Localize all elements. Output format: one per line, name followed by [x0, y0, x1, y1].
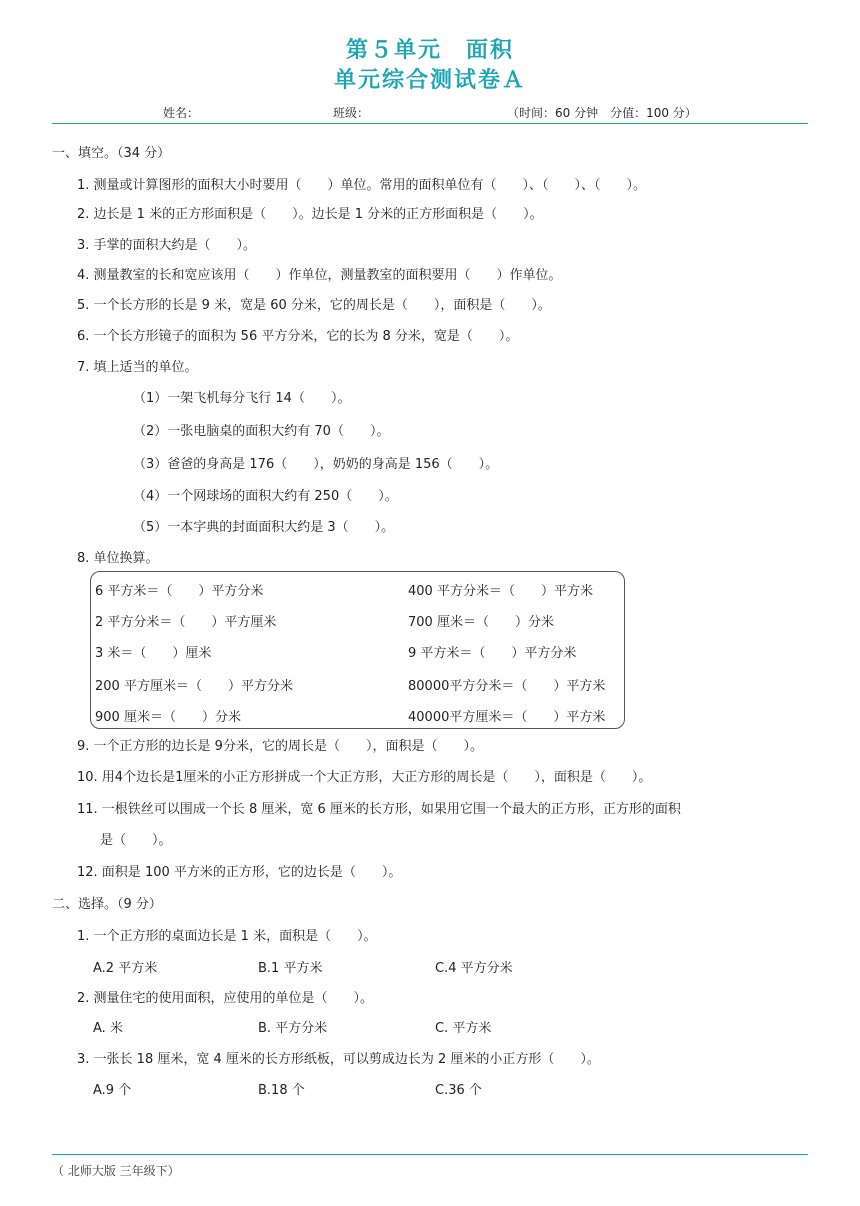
option-a: A. 米 — [93, 1021, 123, 1036]
test-title: 单元综合测试卷Ａ — [333, 68, 526, 93]
q7-item: （2）一张电脑桌的面积大约有 70（ ）。 — [133, 424, 390, 439]
question-4: 4. 测量教室的长和宽应该用（ ）作单位，测量教室的面积要用（ ）作单位。 — [77, 268, 562, 283]
option-c: C.4 平方分米 — [435, 961, 513, 976]
option-b: B. 平方分米 — [258, 1021, 328, 1036]
section1-heading: 一、填空。（34 分） — [52, 146, 171, 161]
conversion-item: 400 平方分米＝（ ）平方米 — [408, 584, 593, 599]
question-12: 12. 面积是 100 平方米的正方形，它的边长是（ ）。 — [77, 865, 402, 880]
question-9: 9. 一个正方形的边长是 9分米，它的周长是（ ），面积是（ ）。 — [77, 739, 483, 754]
section2-heading: 二、选择。（9 分） — [52, 897, 162, 912]
name-label: 姓名： — [163, 106, 200, 120]
conversion-item: 80000平方分米＝（ ）平方米 — [408, 679, 606, 694]
conversion-item: 40000平方厘米＝（ ）平方米 — [408, 710, 606, 725]
option-b: B.1 平方米 — [258, 961, 323, 976]
question-8: 8. 单位换算。 — [77, 551, 159, 566]
unit-title: 第５单元 面积 — [345, 38, 514, 63]
footer-edition: （ 北师大版 三年级下） — [52, 1164, 180, 1178]
footer-divider — [52, 1154, 808, 1155]
question-5: 5. 一个长方形的长是 9 米，宽是 60 分米，它的周长是（ ），面积是（ ）。 — [77, 298, 551, 313]
conversion-item: 9 平方米＝（ ）平方分米 — [408, 646, 577, 661]
conversion-box — [90, 571, 625, 729]
option-c: C. 平方米 — [435, 1021, 492, 1036]
question-2: 2. 边长是 1 米的正方形面积是（ ）。边长是 1 分米的正方形面积是（ ）。 — [77, 207, 543, 222]
question-7: 7. 填上适当的单位。 — [77, 360, 198, 375]
question-3: 3. 手掌的面积大约是（ ）。 — [77, 238, 257, 253]
conversion-item: 2 平方分米＝（ ）平方厘米 — [95, 615, 277, 630]
q7-item: （4）一个网球场的面积大约有 250（ ）。 — [133, 489, 398, 504]
q7-item: （5）一本字典的封面面积大约是 3（ ）。 — [133, 520, 395, 535]
conversion-item: 200 平方厘米＝（ ）平方分米 — [95, 679, 293, 694]
conversion-item: 6 平方米＝（ ）平方分米 — [95, 584, 264, 599]
option-b: B.18 个 — [258, 1083, 305, 1098]
question-1: 1. 测量或计算图形的面积大小时要用（ ）单位。常用的面积单位有（ ）、（ ）、（ ）。 — [77, 178, 647, 193]
choice-question-1: 1. 一个正方形的桌面边长是 1 米，面积是（ ）。 — [77, 929, 377, 944]
option-a: A.9 个 — [93, 1083, 132, 1098]
question-6: 6. 一个长方形镜子的面积为 56 平方分米，它的长为 8 分米，宽是（ ）。 — [77, 329, 519, 344]
conversion-item: 700 厘米＝（ ）分米 — [408, 615, 554, 630]
time-score-info: （时间：60 分钟 分值：100 分） — [507, 106, 697, 120]
header-divider — [52, 123, 808, 124]
conversion-item: 900 厘米＝（ ）分米 — [95, 710, 241, 725]
question-11-continued: 是（ ）。 — [100, 833, 172, 848]
question-10: 10. 用4个边长是1厘米的小正方形拼成一个大正方形，大正方形的周长是（ ），面积是（ ）。 — [77, 770, 652, 785]
option-c: C.36 个 — [435, 1083, 482, 1098]
class-label: 班级： — [333, 106, 370, 120]
choice-question-2: 2. 测量住宅的使用面积，应使用的单位是（ ）。 — [77, 991, 374, 1006]
conversion-item: 3 米＝（ ）厘米 — [95, 646, 212, 661]
option-a: A.2 平方米 — [93, 961, 158, 976]
choice-question-3: 3. 一张长 18 厘米，宽 4 厘米的长方形纸板，可以剪成边长为 2 厘米的小正方形（ ）。 — [77, 1052, 600, 1067]
q7-item: （3）爸爸的身高是 176（ ），奶奶的身高是 156（ ）。 — [133, 457, 499, 472]
q7-item: （1）一架飞机每分飞行 14（ ）。 — [133, 391, 351, 406]
question-11: 11. 一根铁丝可以围成一个长 8 厘米，宽 6 厘米的长方形，如果用它围一个最大的正方形，正方形的面积 — [77, 802, 681, 817]
